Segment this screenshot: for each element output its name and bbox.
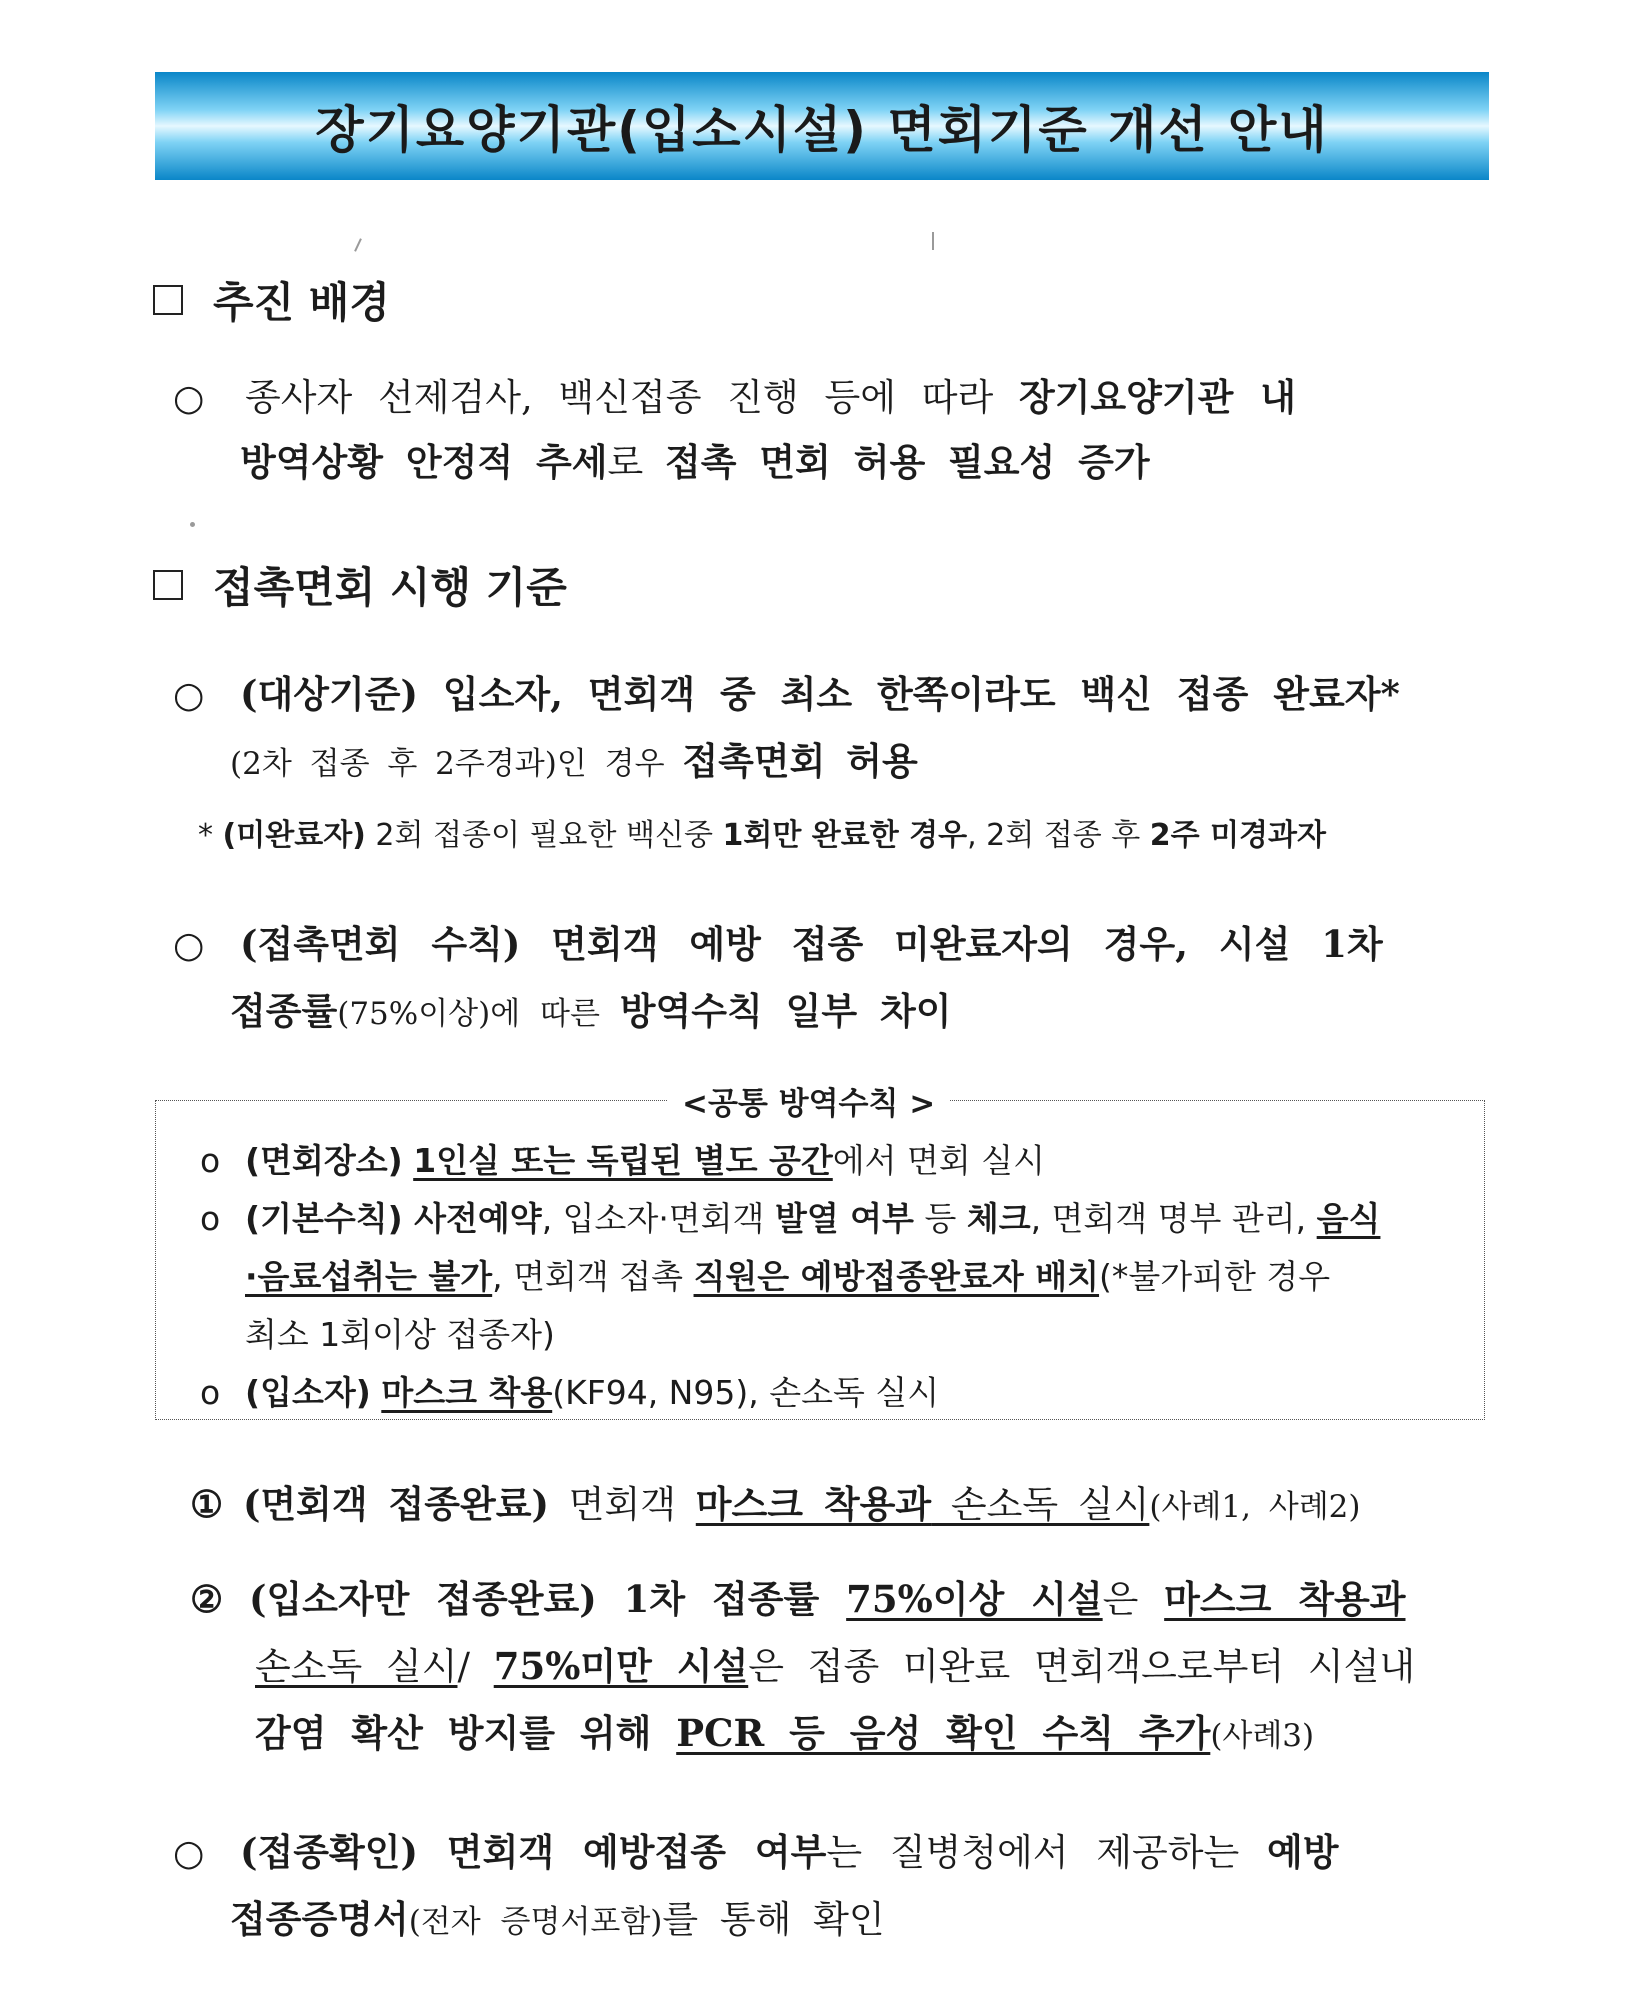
text-plain: 은	[1102, 1578, 1165, 1621]
text-bold: 방역상황 안정적 추세	[240, 440, 608, 484]
label-bold: (기본수칙)	[245, 1199, 403, 1238]
section-heading-background	[153, 270, 390, 330]
common-item-basic-line2	[245, 1251, 1330, 1298]
section-heading-text: 접촉면회 시행 기준	[213, 563, 567, 612]
confirm-line-2	[230, 1885, 885, 1956]
text-plain: 면회객	[549, 1483, 696, 1526]
text-small: (전자 증명서포함)	[408, 1904, 663, 1940]
text-plain: 종사자 선제검사, 백신접종 진행 등에 따라	[245, 376, 1019, 419]
label-bold: (대상기준)	[240, 672, 418, 716]
scan-mark	[190, 522, 195, 527]
text-plain: (*불가피한 경우	[1099, 1257, 1331, 1296]
text-bold: 예방	[1267, 1830, 1339, 1874]
label-bold: (접종확인)	[240, 1830, 418, 1874]
scan-mark	[932, 232, 934, 250]
rules-line-2	[230, 977, 951, 1048]
text-plain: 를 통해 확인	[662, 1898, 885, 1941]
text-underline: 75%이상 시설	[846, 1577, 1103, 1621]
label-bold: (면회객 접종완료)	[242, 1482, 550, 1526]
text-plain: , 면회객 명부 관리,	[1030, 1199, 1317, 1238]
bullet-circle: ○	[173, 925, 205, 966]
text-plain: , 면회객 접촉	[492, 1257, 694, 1296]
text-underline: 직원은 예방접종완료자 배치	[693, 1257, 1100, 1296]
text-plain: 2회 접종이 필요한 백신중	[365, 818, 723, 853]
label-bold: (미완료자)	[222, 818, 366, 853]
text-bold: 감염 확산 방지를 위해	[255, 1711, 677, 1755]
bullet-circle: ○	[173, 1833, 205, 1874]
title-banner	[155, 72, 1489, 180]
label-bold: (입소자)	[245, 1373, 371, 1412]
target-line-1	[240, 660, 1400, 729]
text-underline: 손소독 실시	[931, 1483, 1150, 1526]
asterisk: *	[198, 818, 213, 853]
incomplete-note	[198, 810, 1326, 854]
text-bold: 사전예약	[402, 1199, 542, 1238]
text-underline: 마스크 착용과	[695, 1482, 932, 1526]
common-item-basic-line3: 최소 1회이상 접종자)	[245, 1315, 555, 1354]
common-item-place	[200, 1135, 1045, 1182]
text-small: (사례3)	[1210, 1718, 1315, 1754]
circled-number-1: ①	[190, 1482, 224, 1526]
text-plain: 등	[913, 1199, 967, 1238]
text-plain: 은 접종 미완료 면회객으로부터 시설내	[748, 1645, 1416, 1688]
scan-mark	[354, 238, 362, 252]
section-heading-criteria	[153, 555, 567, 615]
text-plain: , 입소자·면회객	[541, 1199, 775, 1238]
checkbox-square-icon	[153, 285, 183, 315]
target-line-2	[230, 727, 918, 798]
text-bold: 접종증명서	[230, 1897, 409, 1941]
text-bold: 장기요양기관 내	[1018, 375, 1297, 419]
text-underline: 마스크 착용	[381, 1373, 553, 1412]
text-underline: 75%미만 시설	[493, 1644, 749, 1688]
text-plain: 로	[607, 441, 665, 484]
common-item-resident	[200, 1367, 939, 1414]
text-plain: (2차 접종 후 2주경과)인 경우	[230, 746, 683, 782]
text-underline: ·음료섭취는 불가	[245, 1257, 493, 1296]
background-line-1	[245, 363, 1296, 432]
text-bold: 1차 접종률	[596, 1577, 847, 1621]
bullet-circle: ○	[173, 675, 205, 716]
text-plain: 에서 면회 실시	[832, 1141, 1046, 1180]
circled-number-2: ②	[190, 1577, 224, 1621]
bullet-o: o	[200, 1141, 221, 1180]
case-2-line-2	[255, 1632, 1415, 1701]
text-plain: (KF94, N95), 손소독 실시	[552, 1373, 940, 1412]
text-bold: 접촉 면회 허용 필요성 증가	[664, 440, 1150, 484]
background-line-2	[240, 428, 1150, 497]
text-small: (사례1, 사례2)	[1149, 1489, 1361, 1525]
text-bold: 발열 여부	[774, 1199, 914, 1238]
common-item-basic-line1	[200, 1193, 1380, 1240]
text-bold: 면회객 예방 접종 미완료자의 경우, 시설 1차	[520, 922, 1383, 966]
checkbox-square-icon	[153, 570, 183, 600]
case-2-line-3	[255, 1699, 1314, 1770]
text-bold: 입소자, 면회객 중 최소 한쪽이라도 백신 접종 완료자*	[417, 672, 1400, 716]
text-plain: (75%이상)에 따른	[337, 996, 620, 1032]
bullet-circle: ○	[173, 378, 205, 419]
text-bold: 면회객 예방접종 여부	[417, 1830, 827, 1874]
text-plain: , 2회 접종 후	[967, 818, 1150, 853]
case-1-line	[190, 1470, 1361, 1541]
text-underline: 손소독 실시	[255, 1645, 458, 1688]
text-bold: 2주 미경과자	[1149, 818, 1326, 853]
page-title: 장기요양기관(입소시설) 면회기준 개선 안내	[315, 101, 1329, 159]
label-bold: (면회장소)	[245, 1141, 403, 1180]
case-2-line-1	[190, 1565, 1406, 1634]
text-plain: 는 질병청에서 제공하는	[826, 1831, 1268, 1874]
text-bold: 접촉면회 허용	[682, 739, 918, 783]
confirm-line-1	[240, 1818, 1339, 1887]
common-rules-title: <공통 방역수칙 >	[668, 1078, 949, 1123]
text-plain: /	[457, 1645, 494, 1688]
text-underline: 1인실 또는 독립된 별도 공간	[413, 1141, 833, 1180]
rules-line-1	[240, 910, 1383, 979]
text-underline: 마스크 착용과	[1164, 1577, 1406, 1621]
bullet-o: o	[200, 1373, 221, 1412]
text-bold: 체크	[966, 1199, 1031, 1238]
text-underline: 음식	[1316, 1199, 1381, 1238]
text-underline: PCR 등 음성 확인 수칙 추가	[676, 1711, 1211, 1755]
section-heading-text: 추진 배경	[213, 278, 390, 327]
label-bold: (입소자만 접종완료)	[248, 1577, 597, 1621]
text-bold: 방역수칙 일부 차이	[619, 989, 952, 1033]
bullet-o: o	[200, 1199, 221, 1238]
text-bold: 1회만 완료한 경우	[722, 818, 968, 853]
label-bold: (접촉면회 수칙)	[240, 922, 521, 966]
text-bold: 접종률	[230, 989, 338, 1033]
